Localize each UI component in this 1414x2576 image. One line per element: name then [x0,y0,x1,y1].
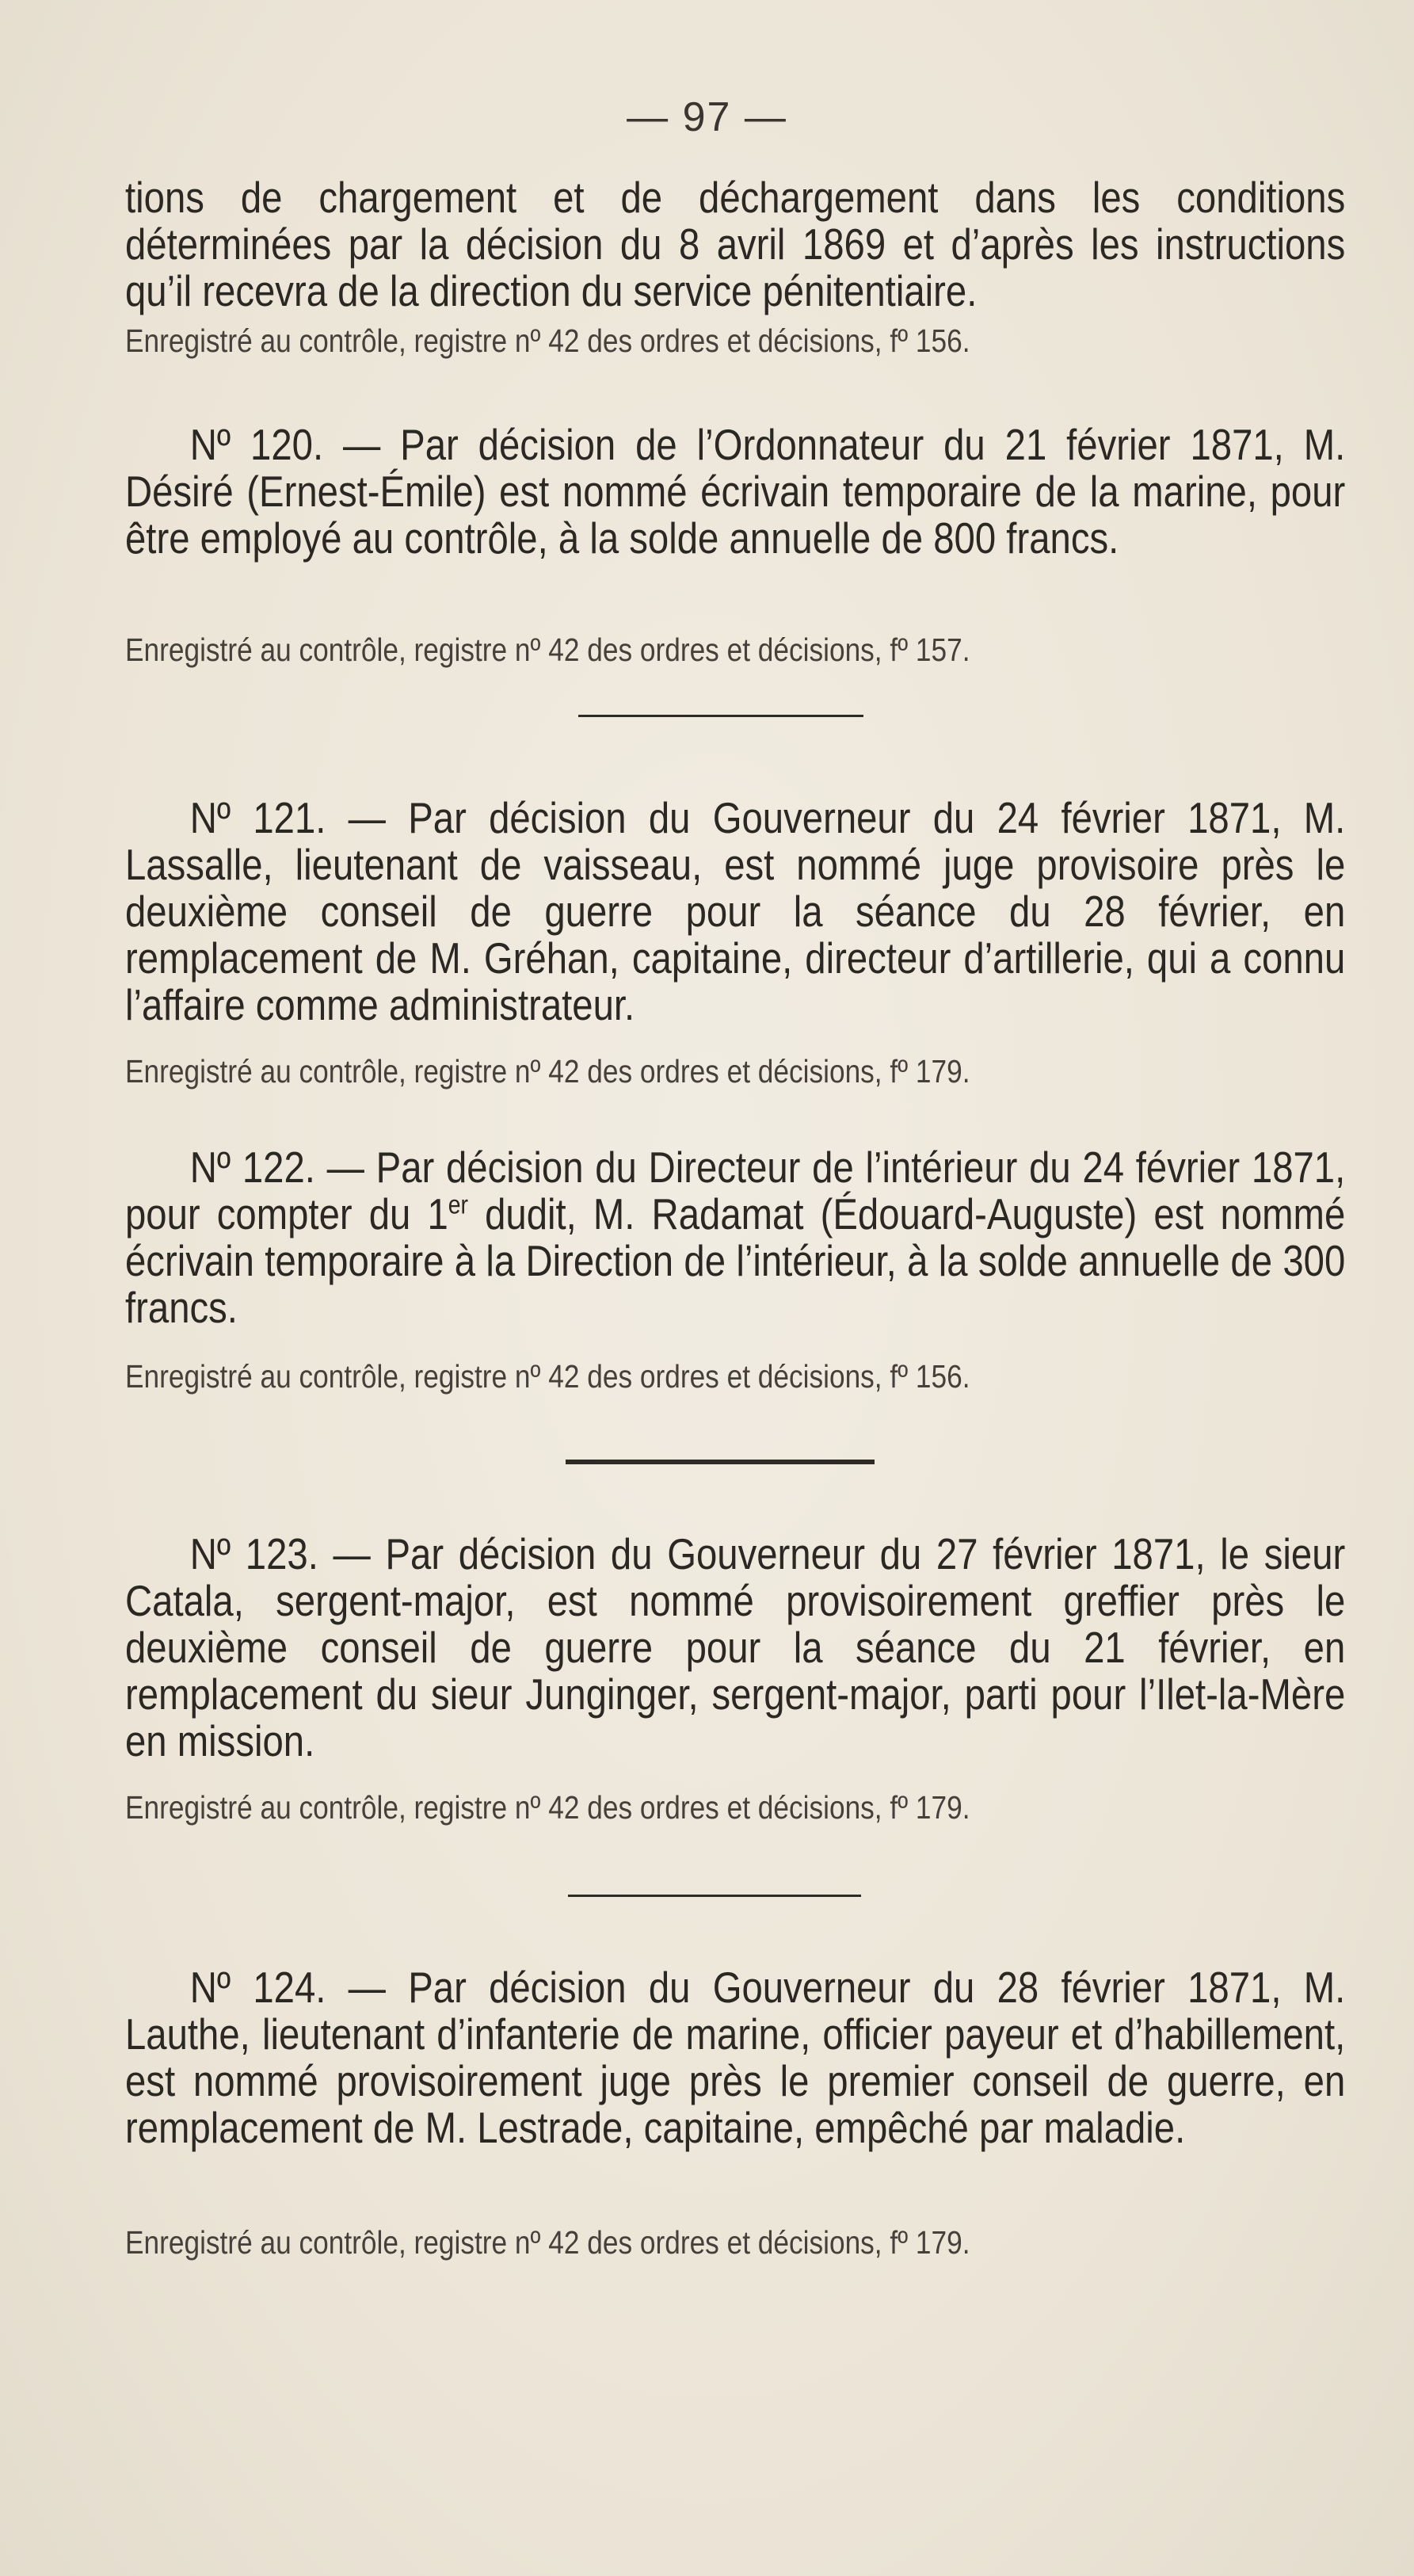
registration-row [125,631,1345,669]
entry-text-part: dudit, M. Radamat (Édouard-Auguste) est nommé écrivain temporaire à la Direction de l’intérieur, à la solde annuelle de 300 francs. [125,1189,1346,1332]
registration-note: Enregistré au contrôle, registre nº 42 des ordres et décisions, fº 179. [125,1789,970,1826]
entry-text: tions de chargement et de déchargement dans les conditions déterminées par la décision du 8 avril 1869 et d’après les instructions qu’il recevra de la direction du service pénitentiaire. [125,173,1346,315]
registration-row [125,1788,1345,1826]
separator-rule [566,1460,875,1464]
entry-122 [125,1144,1345,1331]
entry-text: Nº 120. — Par décision de l’Ordonnateur du 21 février 1871, M. Désiré (Ernest-Émile) est nommé écrivain temporaire de la marine, pour être employé au contrôle, à la solde annuelle de 800 francs. [125,420,1346,563]
registration-note: Enregistré au contrôle, registre nº 42 des ordres et décisions, fº 156. [125,322,970,359]
entry-text: Nº 124. — Par décision du Gouverneur du 28 février 1871, M. Lauthe, lieutenant d’infanterie de marine, officier payeur et d’habillement, est nommé provisoirement juge près le premier conseil de guerre, en remplacement de M. Lestrade, capitaine, empêché par maladie. [125,1963,1346,2152]
registration-note: Enregistré au contrôle, registre nº 42 des ordres et décisions, fº 157. [125,632,970,668]
separator-rule [568,1895,861,1897]
registration-row [125,2223,1345,2261]
superscript: er [448,1189,468,1219]
registration-note: Enregistré au contrôle, registre nº 42 des ordres et décisions, fº 179. [125,2224,970,2261]
entry-text: Nº 123. — Par décision du Gouverneur du 27 février 1871, le sieur Catala, sergent-major, est nommé provisoirement greffier près le deuxième conseil de guerre pour la séance du 21 février, en remplacement du sieur Junginger, sergent-major, parti pour l’Ilet-la-Mère en mission. [125,1529,1346,1765]
entry-intro [125,174,1345,315]
registration-row [125,1357,1345,1395]
entry-text [125,1144,1345,1331]
registration-note: Enregistré au contrôle, registre nº 42 des ordres et décisions, fº 179. [125,1053,970,1090]
entry-123 [125,1531,1345,1765]
registration-row [125,322,1345,360]
registration-row [125,1052,1345,1090]
registration-note: Enregistré au contrôle, registre nº 42 des ordres et décisions, fº 156. [125,1358,970,1395]
separator-rule [578,715,863,717]
entry-121 [125,795,1345,1028]
page-number: — 97 — [627,94,787,140]
entry-text-part: Nº 122. — Par décision du Directeur de l’intérieur du 24 février 1871, pour compter du 1 [125,1143,1346,1238]
entry-120 [125,422,1345,562]
entry-124 [125,1964,1345,2151]
entry-text: Nº 121. — Par décision du Gouverneur du 24 février 1871, M. Lassalle, lieutenant de vaisseau, est nommé juge provisoire près le deuxième conseil de guerre pour la séance du 28 février, en remplacement de M. Gréhan, capitaine, directeur d’artillerie, qui a connu l’affaire comme administrateur. [125,793,1346,1029]
